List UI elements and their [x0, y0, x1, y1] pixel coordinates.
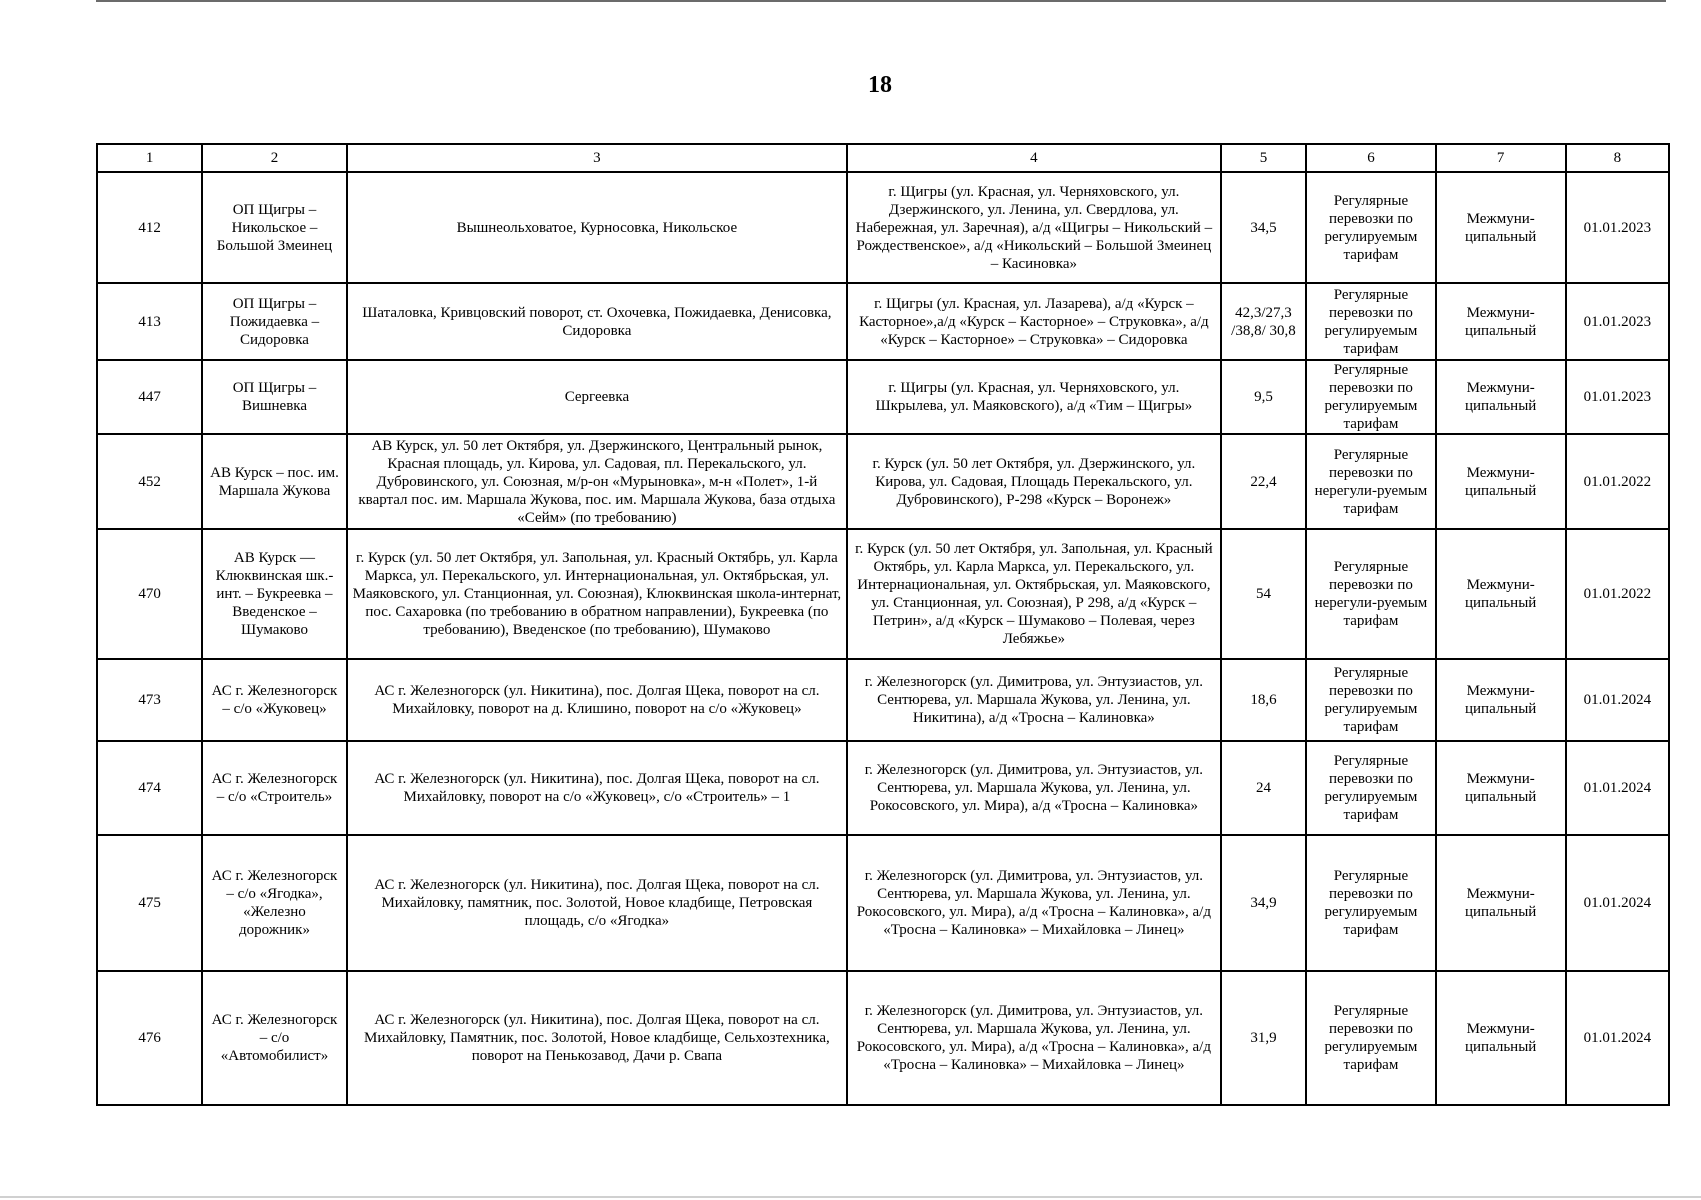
- header-cell: 1: [97, 144, 202, 172]
- route-date: 01.01.2023: [1566, 172, 1669, 283]
- table-row: [97, 283, 1669, 360]
- route-streets: г. Курск (ул. 50 лет Октября, ул. Запольная, ул. Красный Октябрь, ул. Карла Маркса, ул. Перекальского, ул. Интернациональная, ул. Октябрьская, ул. Маяковского, ул. Станционная, ул. Союзная), Р 298, а/д «Курск – Петрин», а/д «Курск – Шумаково – Полевая, через Лебяжье»: [847, 529, 1220, 659]
- route-streets: г. Железногорск (ул. Димитрова, ул. Энтузиастов, ул. Сентюрева, ул. Маршала Жукова, ул. Ленина, ул. Никитина), а/д «Тросна – Калиновка»: [847, 659, 1220, 741]
- table-row: [97, 659, 1669, 741]
- route-length: 9,5: [1221, 360, 1307, 434]
- route-streets: г. Щигры (ул. Красная, ул. Черняховского, ул. Дзержинского, ул. Ленина, ул. Свердлова, ул. Набережная, ул. Заречная), а/д «Щигры – Никольский – Рождественское», а/д «Никольский – Большой Змеинец – Касиновка»: [847, 172, 1220, 283]
- route-type: Регулярные перевозки по регулируемым тарифам: [1306, 172, 1435, 283]
- route-length: 34,5: [1221, 172, 1307, 283]
- route-type: Регулярные перевозки по регулируемым тарифам: [1306, 283, 1435, 360]
- header-cell: 7: [1436, 144, 1566, 172]
- table-row: [97, 971, 1669, 1105]
- header-cell: 3: [347, 144, 847, 172]
- route-stops: АС г. Железногорск (ул. Никитина), пос. Долгая Щека, поворот на сл. Михайловку, Памятник, пос. Золотой, Новое кладбище, Сельхозтехника, поворот на Пенькозавод, Дачи р. Свапа: [347, 971, 847, 1105]
- route-number: 474: [97, 741, 202, 835]
- route-number: 475: [97, 835, 202, 971]
- route-kind: Межмуни-ципальный: [1436, 835, 1566, 971]
- route-date: 01.01.2022: [1566, 529, 1669, 659]
- header-cell: 4: [847, 144, 1220, 172]
- route-kind: Межмуни-ципальный: [1436, 659, 1566, 741]
- route-number: 476: [97, 971, 202, 1105]
- route-number: 473: [97, 659, 202, 741]
- header-cell: 8: [1566, 144, 1669, 172]
- route-name: АВ Курск – пос. им. Маршала Жукова: [202, 434, 346, 529]
- route-kind: Межмуни-ципальный: [1436, 283, 1566, 360]
- top-rule: [96, 0, 1666, 2]
- route-kind: Межмуни-ципальный: [1436, 434, 1566, 529]
- route-stops: АС г. Железногорск (ул. Никитина), пос. Долгая Щека, поворот на сл. Михайловку, поворот на д. Клишино, поворот на с/о «Жуковец»: [347, 659, 847, 741]
- route-number: 447: [97, 360, 202, 434]
- table-row: [97, 835, 1669, 971]
- table-row: [97, 172, 1669, 283]
- route-stops: АС г. Железногорск (ул. Никитина), пос. Долгая Щека, поворот на сл. Михайловку, поворот на с/о «Жуковец», с/о «Строитель» – 1: [347, 741, 847, 835]
- route-name: АВ Курск — Клюквинская шк.-инт. – Букреевка – Введенское – Шумаково: [202, 529, 346, 659]
- route-name: ОП Щигры – Вишневка: [202, 360, 346, 434]
- route-length: 31,9: [1221, 971, 1307, 1105]
- route-streets: г. Железногорск (ул. Димитрова, ул. Энтузиастов, ул. Сентюрева, ул. Маршала Жукова, ул. Ленина, ул. Рокосовского, ул. Мира), а/д «Тросна – Калиновка»: [847, 741, 1220, 835]
- route-kind: Межмуни-ципальный: [1436, 529, 1566, 659]
- page-number: 18: [868, 72, 892, 98]
- header-row: [97, 144, 1669, 172]
- route-number: 452: [97, 434, 202, 529]
- route-kind: Межмуни-ципальный: [1436, 360, 1566, 434]
- route-length: 42,3/27,3 /38,8/ 30,8: [1221, 283, 1307, 360]
- route-number: 413: [97, 283, 202, 360]
- route-stops: АВ Курск, ул. 50 лет Октября, ул. Дзержинского, Центральный рынок, Красная площадь, ул. Кирова, ул. Садовая, пл. Перекальского, ул. Дубровинского, ул. Союзная, м/р-он «Мурыновка», м-н «Полет», 1-й квартал пос. им. Маршала Жукова, пос. им. Маршала Жукова, база отдыха «Сейм» (по требованию): [347, 434, 847, 529]
- route-stops: Шаталовка, Кривцовский поворот, ст. Охочевка, Пожидаевка, Денисовка, Сидоровка: [347, 283, 847, 360]
- route-date: 01.01.2023: [1566, 360, 1669, 434]
- route-date: 01.01.2022: [1566, 434, 1669, 529]
- route-type: Регулярные перевозки по регулируемым тарифам: [1306, 659, 1435, 741]
- header-cell: 5: [1221, 144, 1307, 172]
- route-streets: г. Курск (ул. 50 лет Октября, ул. Дзержинского, ул. Кирова, ул. Садовая, Площадь Перекальского, ул. Дубровинского), Р-298 «Курск – Воронеж»: [847, 434, 1220, 529]
- route-name: ОП Щигры – Пожидаевка – Сидоровка: [202, 283, 346, 360]
- route-number: 412: [97, 172, 202, 283]
- table-row: [97, 529, 1669, 659]
- table-row: [97, 741, 1669, 835]
- route-streets: г. Железногорск (ул. Димитрова, ул. Энтузиастов, ул. Сентюрева, ул. Маршала Жукова, ул. Ленина, ул. Рокосовского, ул. Мира), а/д «Тросна – Калиновка», а/д «Тросна – Калиновка» – Михайловка – Линец»: [847, 835, 1220, 971]
- route-kind: Межмуни-ципальный: [1436, 971, 1566, 1105]
- route-date: 01.01.2023: [1566, 283, 1669, 360]
- route-type: Регулярные перевозки по нерегули-руемым тарифам: [1306, 434, 1435, 529]
- route-name: АС г. Железногорск – с/о «Строитель»: [202, 741, 346, 835]
- route-streets: г. Щигры (ул. Красная, ул. Черняховского, ул. Шкрылева, ул. Маяковского), а/д «Тим – Щигры»: [847, 360, 1220, 434]
- route-stops: Сергеевка: [347, 360, 847, 434]
- route-stops: АС г. Железногорск (ул. Никитина), пос. Долгая Щека, поворот на сл. Михайловку, памятник, пос. Золотой, Новое кладбище, Петровская площадь, с/о «Ягодка»: [347, 835, 847, 971]
- route-name: АС г. Железногорск – с/о «Автомобилист»: [202, 971, 346, 1105]
- route-length: 34,9: [1221, 835, 1307, 971]
- route-name: ОП Щигры – Никольское – Большой Змеинец: [202, 172, 346, 283]
- route-stops: г. Курск (ул. 50 лет Октября, ул. Запольная, ул. Красный Октябрь, ул. Карла Маркса, ул. Перекальского, ул. Интернациональная, ул. Октябрьская, ул. Маяковского, ул. Станционная, ул. Союзная), Клюквинская школа-интернат, пос. Сахаровка (по требованию в обратном направлении), Букреевка (по требованию), Введенское (по требованию), Шумаково: [347, 529, 847, 659]
- route-name: АС г. Железногорск – с/о «Ягодка», «Железно дорожник»: [202, 835, 346, 971]
- route-date: 01.01.2024: [1566, 971, 1669, 1105]
- route-type: Регулярные перевозки по нерегули-руемым тарифам: [1306, 529, 1435, 659]
- route-date: 01.01.2024: [1566, 741, 1669, 835]
- route-streets: г. Железногорск (ул. Димитрова, ул. Энтузиастов, ул. Сентюрева, ул. Маршала Жукова, ул. Ленина, ул. Рокосовского, ул. Мира), а/д «Тросна – Калиновка», а/д «Тросна – Калиновка» – Михайловка – Линец»: [847, 971, 1220, 1105]
- routes-table: [96, 143, 1670, 1106]
- table-row: [97, 434, 1669, 529]
- route-length: 18,6: [1221, 659, 1307, 741]
- header-cell: 6: [1306, 144, 1435, 172]
- route-kind: Межмуни-ципальный: [1436, 741, 1566, 835]
- header-cell: 2: [202, 144, 346, 172]
- route-type: Регулярные перевозки по регулируемым тарифам: [1306, 360, 1435, 434]
- route-type: Регулярные перевозки по регулируемым тарифам: [1306, 971, 1435, 1105]
- table-row: [97, 360, 1669, 434]
- route-length: 54: [1221, 529, 1307, 659]
- route-date: 01.01.2024: [1566, 835, 1669, 971]
- route-number: 470: [97, 529, 202, 659]
- route-type: Регулярные перевозки по регулируемым тарифам: [1306, 741, 1435, 835]
- route-kind: Межмуни-ципальный: [1436, 172, 1566, 283]
- route-length: 24: [1221, 741, 1307, 835]
- route-date: 01.01.2024: [1566, 659, 1669, 741]
- route-name: АС г. Железногорск – с/о «Жуковец»: [202, 659, 346, 741]
- route-length: 22,4: [1221, 434, 1307, 529]
- route-streets: г. Щигры (ул. Красная, ул. Лазарева), а/д «Курск – Касторное»,а/д «Курск – Касторное» – Струковка», а/д «Курск – Касторное» – Струковка» – Сидоровка: [847, 283, 1220, 360]
- route-type: Регулярные перевозки по регулируемым тарифам: [1306, 835, 1435, 971]
- bottom-rule: [0, 1196, 1701, 1198]
- route-stops: Вышнеольховатое, Курносовка, Никольское: [347, 172, 847, 283]
